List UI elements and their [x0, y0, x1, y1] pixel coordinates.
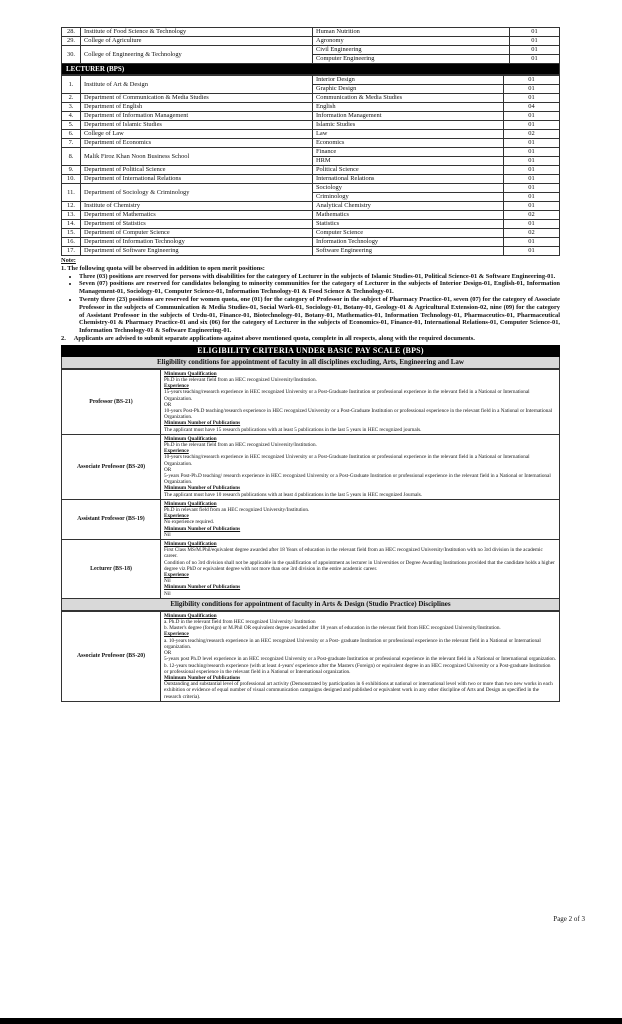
notes-bullets — [61, 273, 560, 335]
criteria-text: Ph.D in the relevant field from an HEC recognized University/Institution. — [164, 442, 317, 448]
document-sheet — [61, 27, 560, 702]
criteria-text: Condition of no 3rd division shall not be applicable in the qualification of appointment as lecturer in Universities or Degree Awarding Institutions provided that the candidate holds a higher degree viz PhD or equivalent degree with not more than one 3rd division in the entire academic career. — [164, 559, 555, 572]
criteria-heading: Experience — [164, 631, 189, 638]
row-number: 4. — [62, 112, 81, 121]
row-number: 10. — [62, 175, 81, 184]
table-row — [62, 121, 560, 130]
department-name: Department of Information Technology — [81, 238, 313, 247]
department-name: Department of International Relations — [81, 175, 313, 184]
criteria-text: OR — [164, 401, 172, 408]
position-count: 01 — [510, 54, 559, 63]
criteria-heading: Experience — [164, 383, 189, 390]
table-row — [62, 220, 560, 229]
criteria-heading: Minimum Number of Publications — [164, 525, 241, 532]
note-bullet: • Seven (07) positions are reserved for candidates belonging to minority communities for the category of Lecturer in the subjects of Interior Design-01, English-01, Information Management-01, Sociology-01, Computer Science-01, Information Technology-01 & Food Science & Technology-01. — [79, 280, 560, 296]
subject-name: Civil Engineering — [316, 46, 362, 53]
row-number: 11. — [62, 184, 81, 202]
department-name: Department of Computer Science — [81, 229, 313, 238]
row-number: 3. — [62, 103, 81, 112]
criteria-text: 10-years teaching/research experience in HEC recognized University or a Post-Graduate Institution or professional experience in the relevant field in a National or International Organization. — [164, 454, 530, 467]
subject-name: Interior Design — [316, 76, 355, 83]
subject-cell: International Relations — [313, 175, 504, 184]
note-bullet: • Three (03) positions are reserved for persons with disabilities for the category of Lecturer in the subjects of Islamic Studies-01, Political Science-01 & Software Engineering-01. — [79, 273, 560, 281]
table-row — [62, 139, 560, 148]
table-row — [62, 238, 560, 247]
position-count-cell: 02 — [504, 211, 560, 220]
position-count: 01 — [528, 184, 535, 191]
subject-cell: Islamic Studies — [313, 121, 504, 130]
notes-title: Note: — [61, 257, 76, 264]
table-row — [62, 229, 560, 238]
subject-cell: Computer Science — [313, 229, 504, 238]
criteria-text: Ph.D in the relevant field from an HEC recognized University/Institution. — [164, 376, 317, 383]
subject-cell: Economics — [313, 139, 504, 148]
position-count-cell: 01 — [510, 37, 560, 46]
position-count-cell — [510, 46, 560, 64]
position-count: 01 — [504, 156, 559, 165]
department-name: College of Engineering & Technology — [81, 46, 313, 64]
criteria-text: Nil — [164, 531, 171, 538]
eligibility-subtitle-general: Eligibility conditions for appointment of faculty in all disciplines excluding, Arts, Engineering and Law — [61, 357, 560, 369]
table-row — [62, 28, 560, 37]
criteria-text: Outstanding and substantial level of professional art activity (Demonstrated by participation in 6 exhibitions at national or international level with two or more than two new works in each exhibition or evidence of equal number of visual communication campaigns designed and published or equivalent work in any other discipline of Arts and Design as specified in the research criteria). — [164, 681, 553, 700]
row-number: 5. — [62, 121, 81, 130]
position-count-cell — [504, 148, 560, 166]
row-number: 8. — [62, 148, 81, 166]
subject-cell — [313, 46, 510, 64]
criteria-text: Ph.D in relevant field from an HEC recognized University/Institution. — [164, 507, 310, 514]
row-number: 1. — [62, 76, 81, 94]
note-item-2 — [61, 335, 560, 343]
row-number: 16. — [62, 238, 81, 247]
department-name: Department of Communication & Media Studies — [81, 94, 313, 103]
post-title: Associate Professor (BS-20) — [62, 611, 161, 701]
criteria-text: OR — [164, 466, 172, 473]
criteria-cell — [161, 499, 560, 539]
eligibility-row — [62, 611, 560, 701]
criteria-text: OR — [164, 650, 172, 657]
criteria-text: a. 10-years teaching/research experience in an HEC recognized University or a Post- graduate Institution or professional experience in the relevant field in a National or International organization. — [164, 637, 541, 650]
eligibility-row — [62, 540, 560, 599]
department-name: Department of Economics — [81, 139, 313, 148]
department-name: Department of Islamic Studies — [81, 121, 313, 130]
lecturer-heading: LECTURER (BPS) — [61, 64, 560, 75]
position-count-cell: 01 — [504, 238, 560, 247]
position-count: 01 — [528, 148, 535, 155]
subject-cell: English — [313, 103, 504, 112]
subject-name: Criminology — [313, 192, 503, 201]
subject-cell — [313, 76, 504, 94]
criteria-cell — [161, 540, 560, 599]
criteria-heading: Minimum Qualification — [164, 370, 217, 377]
department-name: Department of Information Management — [81, 112, 313, 121]
department-name: College of Law — [81, 130, 313, 139]
criteria-text: 15-years teaching/research experience in HEC recognized University or a Post-Graduate Institution or professional experience in the relevant field in a National or International Organization. — [164, 389, 530, 402]
department-name: Department of Political Science — [81, 166, 313, 175]
positions-table-top — [61, 27, 560, 64]
subject-name: Graphic Design — [313, 84, 503, 93]
table-row — [62, 37, 560, 46]
position-count-cell: 02 — [504, 229, 560, 238]
criteria-text: b. 12-years teaching/research experience (with at least 4-years' experience after the Masters (Foreign) or equivalent degree in an HEC recognized University or a Post-graduate Institution or professional experience in the relevant field in a National or International organization. — [164, 662, 551, 675]
position-count-cell: 01 — [504, 166, 560, 175]
criteria-heading: Experience — [164, 572, 189, 579]
subject-cell: Software Engineering — [313, 247, 504, 256]
row-number: 14. — [62, 220, 81, 229]
eligibility-subtitle-arts: Eligibility conditions for appointment of faculty in Arts & Design (Studio Practice) Disciplines — [61, 599, 560, 611]
eligibility-table-arts — [61, 611, 560, 702]
row-number: 28. — [62, 28, 81, 37]
post-title: Professor (BS-21) — [62, 369, 161, 434]
position-count-cell: 01 — [504, 220, 560, 229]
position-count: 01 — [531, 46, 538, 53]
position-count-cell: 01 — [504, 139, 560, 148]
criteria-heading: Experience — [164, 448, 189, 455]
note-bullet: • Twenty three (23) positions are reserved for women quota, one (01) for the category of Professor in the subject of Pharmacy Practice-01, seven (07) for the category of Associate Professor in the subjects of Communication & Media Studies-01, Social Work-01, Sociology-01, Botany-01, Geology-01 & Agricultural Extension-02, nine (09) for the category of Assistant Professor in the subjects of Urdu-01, Finance-01, Biotechnology-01, Botany-01, Mathematics-01, Information Technology-01, Pharmaceutics-01, Pharmaceutical Chemistry-01 & Pharmacy Practice-01 and six (06) for the category of Lecturer in the subjects of Economics-01, Finance-01, International Relations-01, Computer Science-01, Information Technology-01 & Software Engineering-01. — [79, 296, 560, 335]
subject-cell: Communication & Media Studies — [313, 94, 504, 103]
department-name: Institute of Art & Design — [81, 76, 313, 94]
row-number: 7. — [62, 139, 81, 148]
table-row — [62, 211, 560, 220]
position-count-cell: 01 — [504, 121, 560, 130]
table-row — [62, 76, 560, 94]
row-number: 15. — [62, 229, 81, 238]
criteria-heading: Minimum Number of Publications — [164, 674, 241, 681]
positions-table-lecturer — [61, 75, 560, 256]
department-name: Institute of Food Science & Technology — [81, 28, 313, 37]
notes-intro: 1. The following quota will be observed in addition to open merit positions: — [61, 264, 265, 272]
table-row — [62, 130, 560, 139]
row-number: 12. — [62, 202, 81, 211]
row-number: 17. — [62, 247, 81, 256]
position-count-cell: 01 — [504, 175, 560, 184]
position-count: 01 — [504, 192, 559, 201]
position-count-cell: 02 — [504, 130, 560, 139]
subject-name: Sociology — [316, 184, 342, 191]
department-name: Department of Software Engineering — [81, 247, 313, 256]
criteria-text: 10-years Post-Ph.D teaching/research experience in HEC recognized University or a Post-Graduate Institution or professional experience in the relevant field in a National or International Organization. — [164, 407, 553, 421]
post-title: Lecturer (BS-18) — [62, 540, 161, 599]
department-name: College of Agriculture — [81, 37, 313, 46]
row-number: 30. — [62, 46, 81, 64]
table-row — [62, 46, 560, 64]
criteria-text: No experience required. — [164, 519, 214, 526]
criteria-heading: Experience — [164, 513, 189, 520]
criteria-text: Nil — [164, 590, 171, 597]
criteria-text: b. Master's degree (foreign) or M.Phil OR equivalent degree awarded after 18 years of education in the relevant field from HEC recognized University/Institution. — [164, 625, 501, 632]
department-name: Institute of Chemistry — [81, 202, 313, 211]
criteria-text: 5-years Post-Ph.D teaching/ research experience in HEC recognized University or a Post-Graduate Institution or professional experience in the relevant field in a National or International Organization. — [164, 473, 551, 486]
subject-cell: Information Technology — [313, 238, 504, 247]
position-count-cell: 04 — [504, 103, 560, 112]
note-item-2-number: 2. — [61, 334, 66, 342]
subject-cell — [313, 184, 504, 202]
criteria-text: Nil — [164, 578, 171, 585]
eligibility-row — [62, 434, 560, 499]
position-count-cell: 01 — [504, 247, 560, 256]
department-name: Malik Firoz Khan Noon Business School — [81, 148, 313, 166]
criteria-heading: Minimum Qualification — [164, 612, 217, 619]
subject-cell: Information Management — [313, 112, 504, 121]
criteria-heading: Minimum Qualification — [164, 541, 217, 548]
position-count-cell — [504, 76, 560, 94]
row-number: 6. — [62, 130, 81, 139]
table-row — [62, 202, 560, 211]
position-count-cell: 01 — [504, 94, 560, 103]
table-row — [62, 184, 560, 202]
criteria-text: 5-years post Ph.D level experience in an HEC recognized University or a Post-graduate Institution or professional experience in the relevant field in a National or International organization. — [164, 656, 557, 663]
notes-section — [61, 257, 560, 343]
table-row — [62, 103, 560, 112]
table-row — [62, 166, 560, 175]
criteria-cell — [161, 434, 560, 499]
page-number: Page 2 of 3 — [553, 915, 585, 923]
department-name: Department of Mathematics — [81, 211, 313, 220]
position-count: 01 — [528, 76, 535, 83]
subject-cell: Law — [313, 130, 504, 139]
post-title: Assistant Professor (BS-19) — [62, 499, 161, 539]
position-count-cell: 01 — [504, 202, 560, 211]
position-count: 01 — [504, 84, 559, 93]
criteria-heading: Minimum Number of Publications — [164, 584, 241, 591]
subject-cell: Human Nutrition — [313, 28, 510, 37]
eligibility-table-general — [61, 369, 560, 599]
subject-cell: Statistics — [313, 220, 504, 229]
subject-cell: Mathematics — [313, 211, 504, 220]
subject-name: HRM — [313, 156, 503, 165]
criteria-text: The applicant must have 10 research publications with at least 4 publications in the last 5 years in HEC recognized Journals. — [164, 491, 423, 498]
subject-cell: Political Science — [313, 166, 504, 175]
row-number: 9. — [62, 166, 81, 175]
department-name: Department of English — [81, 103, 313, 112]
table-row — [62, 112, 560, 121]
criteria-heading: Minimum Number of Publications — [164, 420, 241, 427]
post-title: Associate Professor (BS-20) — [62, 434, 161, 499]
eligibility-title: ELIGIBILITY CRITERIA UNDER BASIC PAY SCALE (BPS) — [61, 345, 560, 357]
note-item-2-text: Applicants are advised to submit separate applications against above mentioned quota, complete in all respects, along with the required documents. — [73, 334, 475, 342]
table-row — [62, 148, 560, 166]
subject-cell: Agronomy — [313, 37, 510, 46]
eligibility-row — [62, 369, 560, 434]
criteria-heading: Minimum Number of Publications — [164, 485, 241, 492]
table-row — [62, 247, 560, 256]
table-row — [62, 175, 560, 184]
position-count-cell — [504, 184, 560, 202]
bottom-bar — [0, 1018, 622, 1024]
criteria-cell — [161, 611, 560, 701]
department-name: Department of Sociology & Criminology — [81, 184, 313, 202]
criteria-text: First Class MS/M.Phil/equivalent degree awarded after 18 Years of education in the relevant field from an HEC recognized University/Institution with no 3rd division in the academic career. — [164, 547, 543, 560]
criteria-heading: Minimum Qualification — [164, 435, 217, 442]
table-row — [62, 94, 560, 103]
row-number: 2. — [62, 94, 81, 103]
criteria-heading: Minimum Qualification — [164, 500, 217, 507]
position-count-cell: 01 — [510, 28, 560, 37]
criteria-text: a. Ph.D in the relevant field from HEC recognized University/ Institution — [164, 619, 316, 626]
row-number: 13. — [62, 211, 81, 220]
criteria-cell — [161, 369, 560, 434]
subject-cell: Analytical Chemistry — [313, 202, 504, 211]
subject-name: Finance — [316, 148, 337, 155]
eligibility-row — [62, 499, 560, 539]
position-count-cell: 01 — [504, 112, 560, 121]
row-number: 29. — [62, 37, 81, 46]
subject-cell — [313, 148, 504, 166]
department-name: Department of Statistics — [81, 220, 313, 229]
criteria-text: The applicant must have 15 research publications with at least 5 publications in the last 5 years in HEC recognized journals. — [164, 426, 422, 433]
subject-name: Computer Engineering — [313, 54, 509, 63]
